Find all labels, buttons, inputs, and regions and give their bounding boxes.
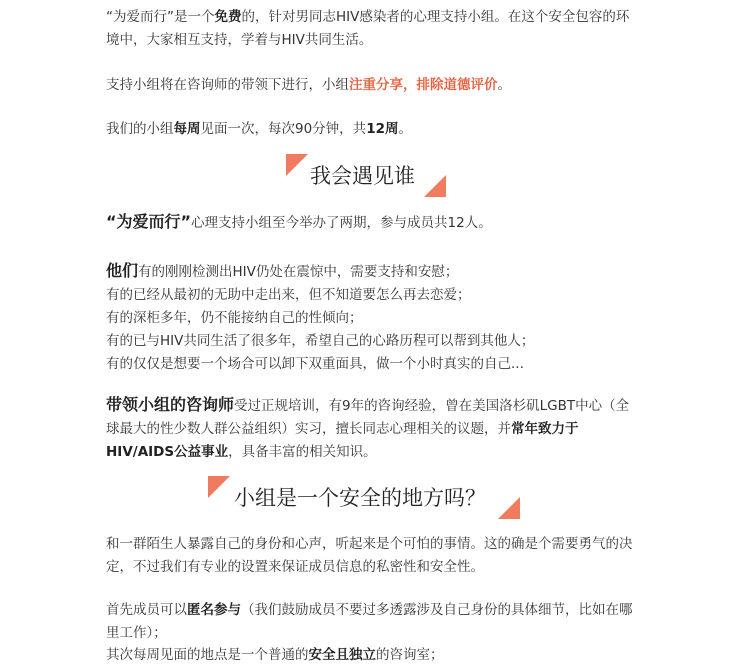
section2-paragraph-3 xyxy=(106,644,636,665)
section2-paragraph-1: 和一群陌生人暴露自己的身份和心声，听起来是个可怕的事情。这的确是个需要勇气的决定，不过我们有专业的设置来保证成员信息的私密性和安全性。 xyxy=(106,536,633,575)
counselor-text: 受过正规培训，有9年的咨询经验，曾在美国洛杉矶LGBT中心（全球最大的性少数人群公益组织）实习，擅长同志心理相关的议题，并 xyxy=(106,398,630,437)
section2-paragraph-2 xyxy=(106,599,636,645)
weekly-highlight: 每周 xyxy=(173,121,201,137)
section-heading-who: 我会遇见谁 xyxy=(310,164,415,188)
p3-mid: 见面一次，每次90分钟，共 xyxy=(200,121,367,137)
counselor-label: 带领小组的咨询师 xyxy=(106,395,235,414)
intro-paragraph-3 xyxy=(106,118,636,141)
members-line-4: 有的已与HIV共同生活了很多年，希望自己的心路历程可以帮到其他人； xyxy=(106,333,535,349)
corner-triangle-icon xyxy=(424,175,446,197)
section1-p1-rest: 心理支持小组至今举办了两期，参与成员共12人。 xyxy=(191,215,492,231)
p3-start: 我们的小组 xyxy=(106,121,174,137)
accent-highlight: 注重分享，排除道德评价 xyxy=(349,77,498,93)
corner-triangle-icon xyxy=(286,154,308,176)
section1-paragraph-3 xyxy=(106,393,636,464)
p2-end: 。 xyxy=(497,77,511,93)
s2p3-start: 其次每周见面的地点是一个普通的 xyxy=(106,647,309,663)
weeks-highlight: 12周 xyxy=(366,121,399,137)
members-line-5: 有的仅仅是想要一个场合可以卸下双重面具，做一个小时真实的自己... xyxy=(106,356,524,372)
section-heading-safety: 小组是一个安全的地方吗？ xyxy=(234,486,486,510)
intro-paragraph-1 xyxy=(106,6,636,52)
project-name: “为爱而行” xyxy=(106,212,192,231)
commitment-highlight: 常年致力于HIV/AIDS公益事业 xyxy=(106,421,579,460)
members-line-2: 有的已经从最初的无助中走出来，但不知道要怎么再去恋爱； xyxy=(106,287,471,303)
section1-paragraph-1 xyxy=(106,210,636,235)
corner-triangle-icon xyxy=(498,497,520,519)
intro-text-rest: 的，针对男同志HIV感染者的心理支持小组。在这个安全包容的环境中，大家相互支持，学着与HIV共同生活。 xyxy=(106,9,630,48)
anonymous-highlight: 匿名参与 xyxy=(187,602,241,618)
safe-independent-highlight: 安全且独立 xyxy=(308,647,376,663)
they-label: 他们 xyxy=(106,261,139,280)
p3-end: 。 xyxy=(398,121,412,137)
line-1-text: 有的刚刚检测出HIV仍处在震惊中，需要支持和安慰； xyxy=(138,264,459,280)
members-line-3: 有的深柜多年，仍不能接纳自己的性倾向； xyxy=(106,310,363,326)
free-highlight: 免费 xyxy=(214,9,242,25)
s2p2-start: 首先成员可以 xyxy=(106,602,187,618)
intro-paragraph-2 xyxy=(106,74,636,97)
counselor-end: ，具备丰富的相关知识。 xyxy=(228,444,377,460)
members-line-1 xyxy=(106,259,636,284)
section1-paragraph-2 xyxy=(106,259,636,376)
p2-start: 支持小组将在咨询师的带领下进行，小组 xyxy=(106,77,349,93)
corner-triangle-icon xyxy=(208,476,230,498)
intro-text: “为爱而行”是一个 xyxy=(106,9,215,25)
s2p2-rest: （我们鼓励成员不要过多透露涉及自己身份的具体细节，比如在哪里工作）； xyxy=(106,602,633,641)
s2p3-end: 的咨询室； xyxy=(376,647,444,663)
